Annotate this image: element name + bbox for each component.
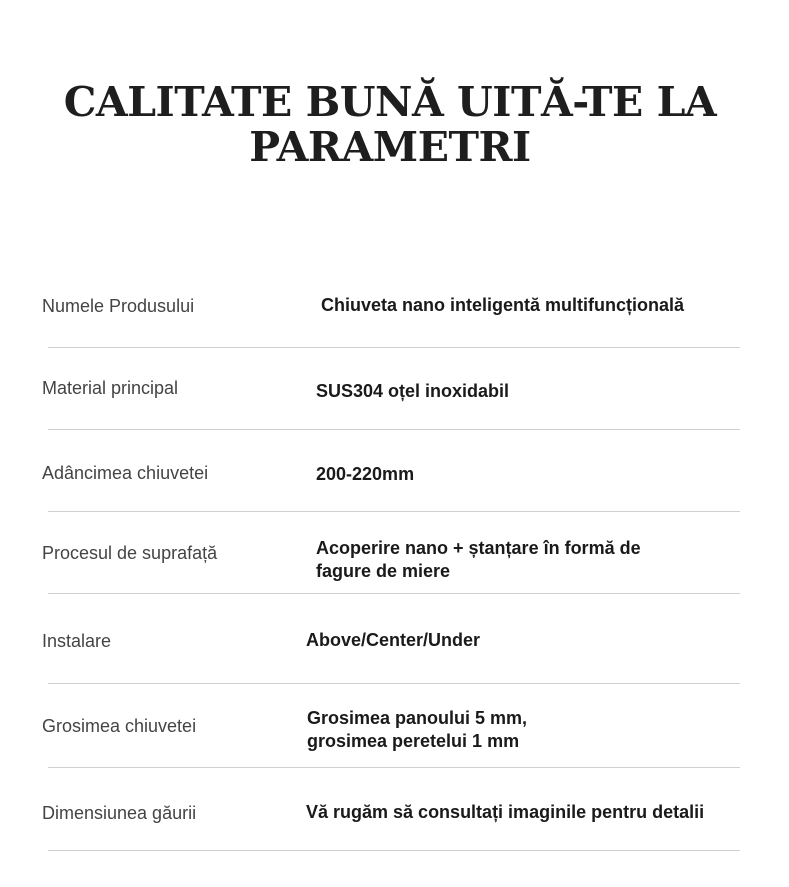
spec-value-line: Above/Center/Under bbox=[306, 630, 481, 650]
spec-value-line: SUS304 oțel inoxidabil bbox=[316, 381, 510, 401]
spec-value-depth bbox=[316, 463, 414, 486]
spec-label-material: Material principal bbox=[42, 378, 179, 398]
spec-value-line: fagure de miere bbox=[316, 561, 451, 581]
spec-value-line: grosimea peretelui 1 mm bbox=[307, 731, 520, 751]
spec-value-line: Chiuveta nano inteligentă multifuncțională bbox=[321, 295, 685, 315]
spec-value-surface-process bbox=[316, 537, 641, 583]
row-divider bbox=[48, 347, 740, 348]
spec-label-product-name: Numele Produsului bbox=[42, 296, 195, 316]
spec-label-installation: Instalare bbox=[42, 631, 112, 651]
spec-value-line: Vă rugăm să consultați imaginile pentru detalii bbox=[306, 802, 705, 822]
spec-label-thickness: Grosimea chiuvetei bbox=[42, 716, 197, 736]
page-title bbox=[0, 80, 780, 170]
row-divider bbox=[48, 683, 740, 684]
spec-label-surface-process: Procesul de suprafață bbox=[42, 543, 218, 563]
row-divider bbox=[48, 767, 740, 768]
spec-value-installation bbox=[306, 629, 480, 652]
row-divider bbox=[48, 429, 740, 430]
spec-label-depth: Adâncimea chiuvetei bbox=[42, 463, 209, 483]
spec-value-hole-size bbox=[306, 801, 704, 824]
spec-value-product-name bbox=[321, 294, 684, 317]
spec-value-line: Acoperire nano + ștanțare în formă de bbox=[316, 538, 641, 558]
spec-value-thickness bbox=[307, 707, 527, 753]
spec-value-material bbox=[316, 380, 509, 403]
row-divider bbox=[48, 593, 740, 594]
spec-value-line: 200-220mm bbox=[316, 464, 415, 484]
title-line-2: PARAMETRI bbox=[249, 123, 531, 171]
row-divider bbox=[48, 850, 740, 851]
title-line-1: CALITATE BUNĂ UITĂ-TE LA bbox=[63, 78, 717, 126]
row-divider bbox=[48, 511, 740, 512]
spec-value-line: Grosimea panoului 5 mm, bbox=[307, 708, 528, 728]
spec-label-hole-size: Dimensiunea găurii bbox=[42, 803, 197, 823]
